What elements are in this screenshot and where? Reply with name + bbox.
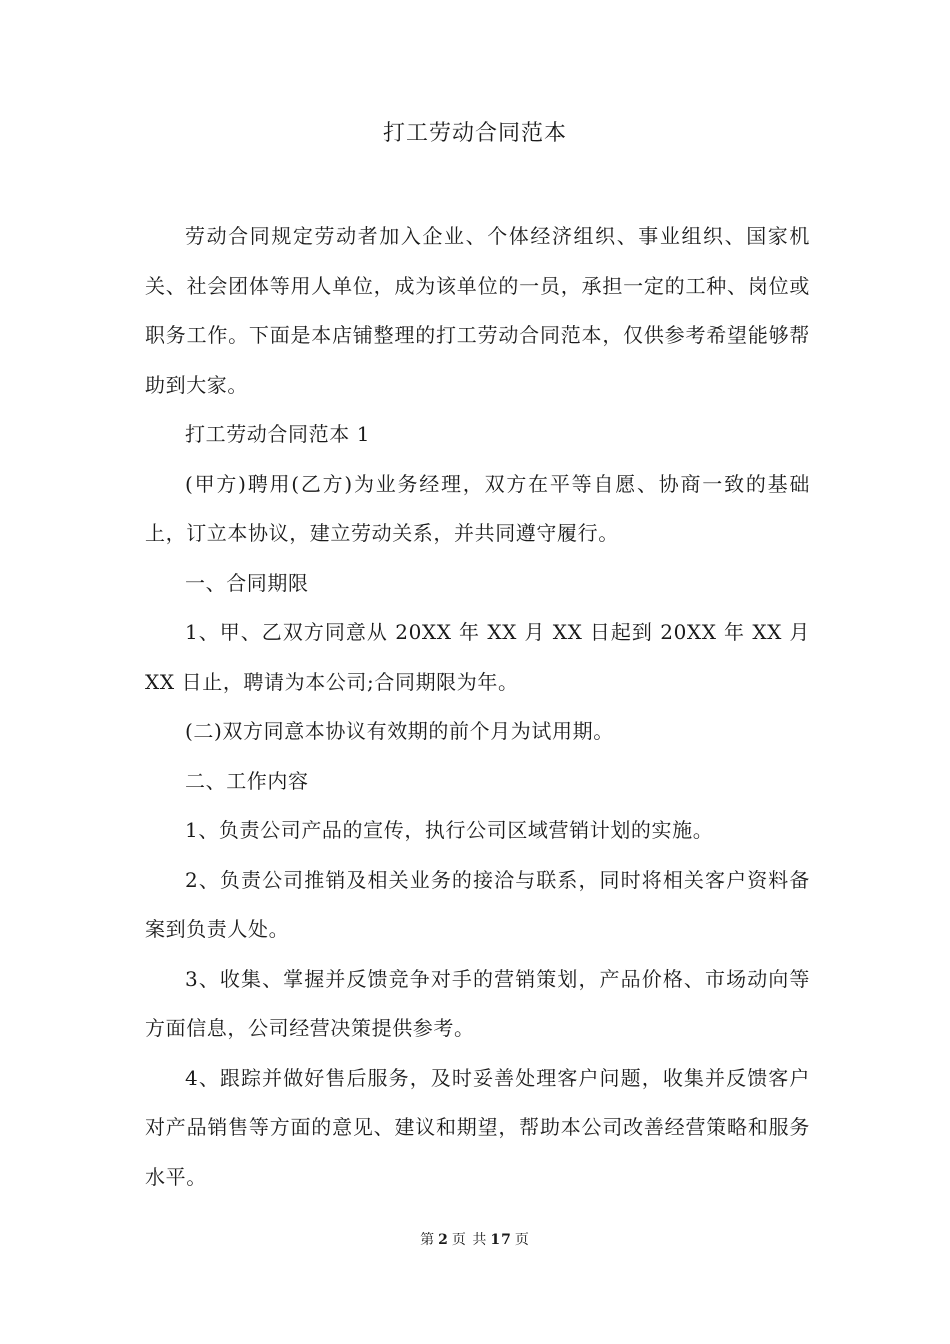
clause-item: (二)双方同意本协议有效期的前个月为试用期。 (185, 719, 614, 743)
footer-total-pages: 17 (490, 1232, 512, 1248)
intro-paragraph: 劳动合同规定劳动者加入企业、个体经济组织、事业组织、国家机关、社会团体等用人单位，成为该单位的一员，承担一定的工种、岗位或职务工作。下面是本店铺整理的打工劳动合同范本，仅供参考希望能够帮助到大家。 (145, 224, 810, 397)
page-footer (0, 1230, 950, 1250)
document-body (145, 212, 810, 1202)
section-heading: 打工劳动合同范本 1 (185, 422, 371, 446)
clause-item: 1、负责公司产品的宣传，执行公司区域营销计划的实施。 (185, 818, 714, 842)
clause-item: 4、跟踪并做好售后服务，及时妥善处理客户问题，收集并反馈客户对产品销售等方面的意见、建议和期望，帮助本公司改善经营策略和服务水平。 (145, 1065, 810, 1189)
clause-item: 2、负责公司推销及相关业务的接洽与联系，同时将相关客户资料备案到负责人处。 (145, 867, 810, 941)
document-title: 打工劳动合同范本 (382, 121, 567, 146)
contract-preamble: (甲方)聘用(乙方)为业务经理，双方在平等自愿、协商一致的基础上，订立本协议，建立劳动关系，并共同遵守履行。 (145, 471, 810, 545)
footer-prefix: 第 (420, 1232, 436, 1248)
clause-heading-work: 二、工作内容 (185, 768, 309, 793)
clause-item: 1、甲、乙双方同意从 20XX 年 XX 月 XX 日起到 20XX 年 XX 月 XX 日止，聘请为本公司;合同期限为年。 (145, 620, 810, 694)
footer-middle: 页 共 (451, 1232, 488, 1248)
footer-suffix: 页 (514, 1232, 530, 1248)
footer-current-page: 2 (438, 1232, 449, 1248)
clause-heading-term: 一、合同期限 (185, 570, 309, 595)
clause-item: 3、收集、掌握并反馈竞争对手的营销策划，产品价格、市场动向等方面信息，公司经营决策提供参考。 (145, 966, 810, 1040)
